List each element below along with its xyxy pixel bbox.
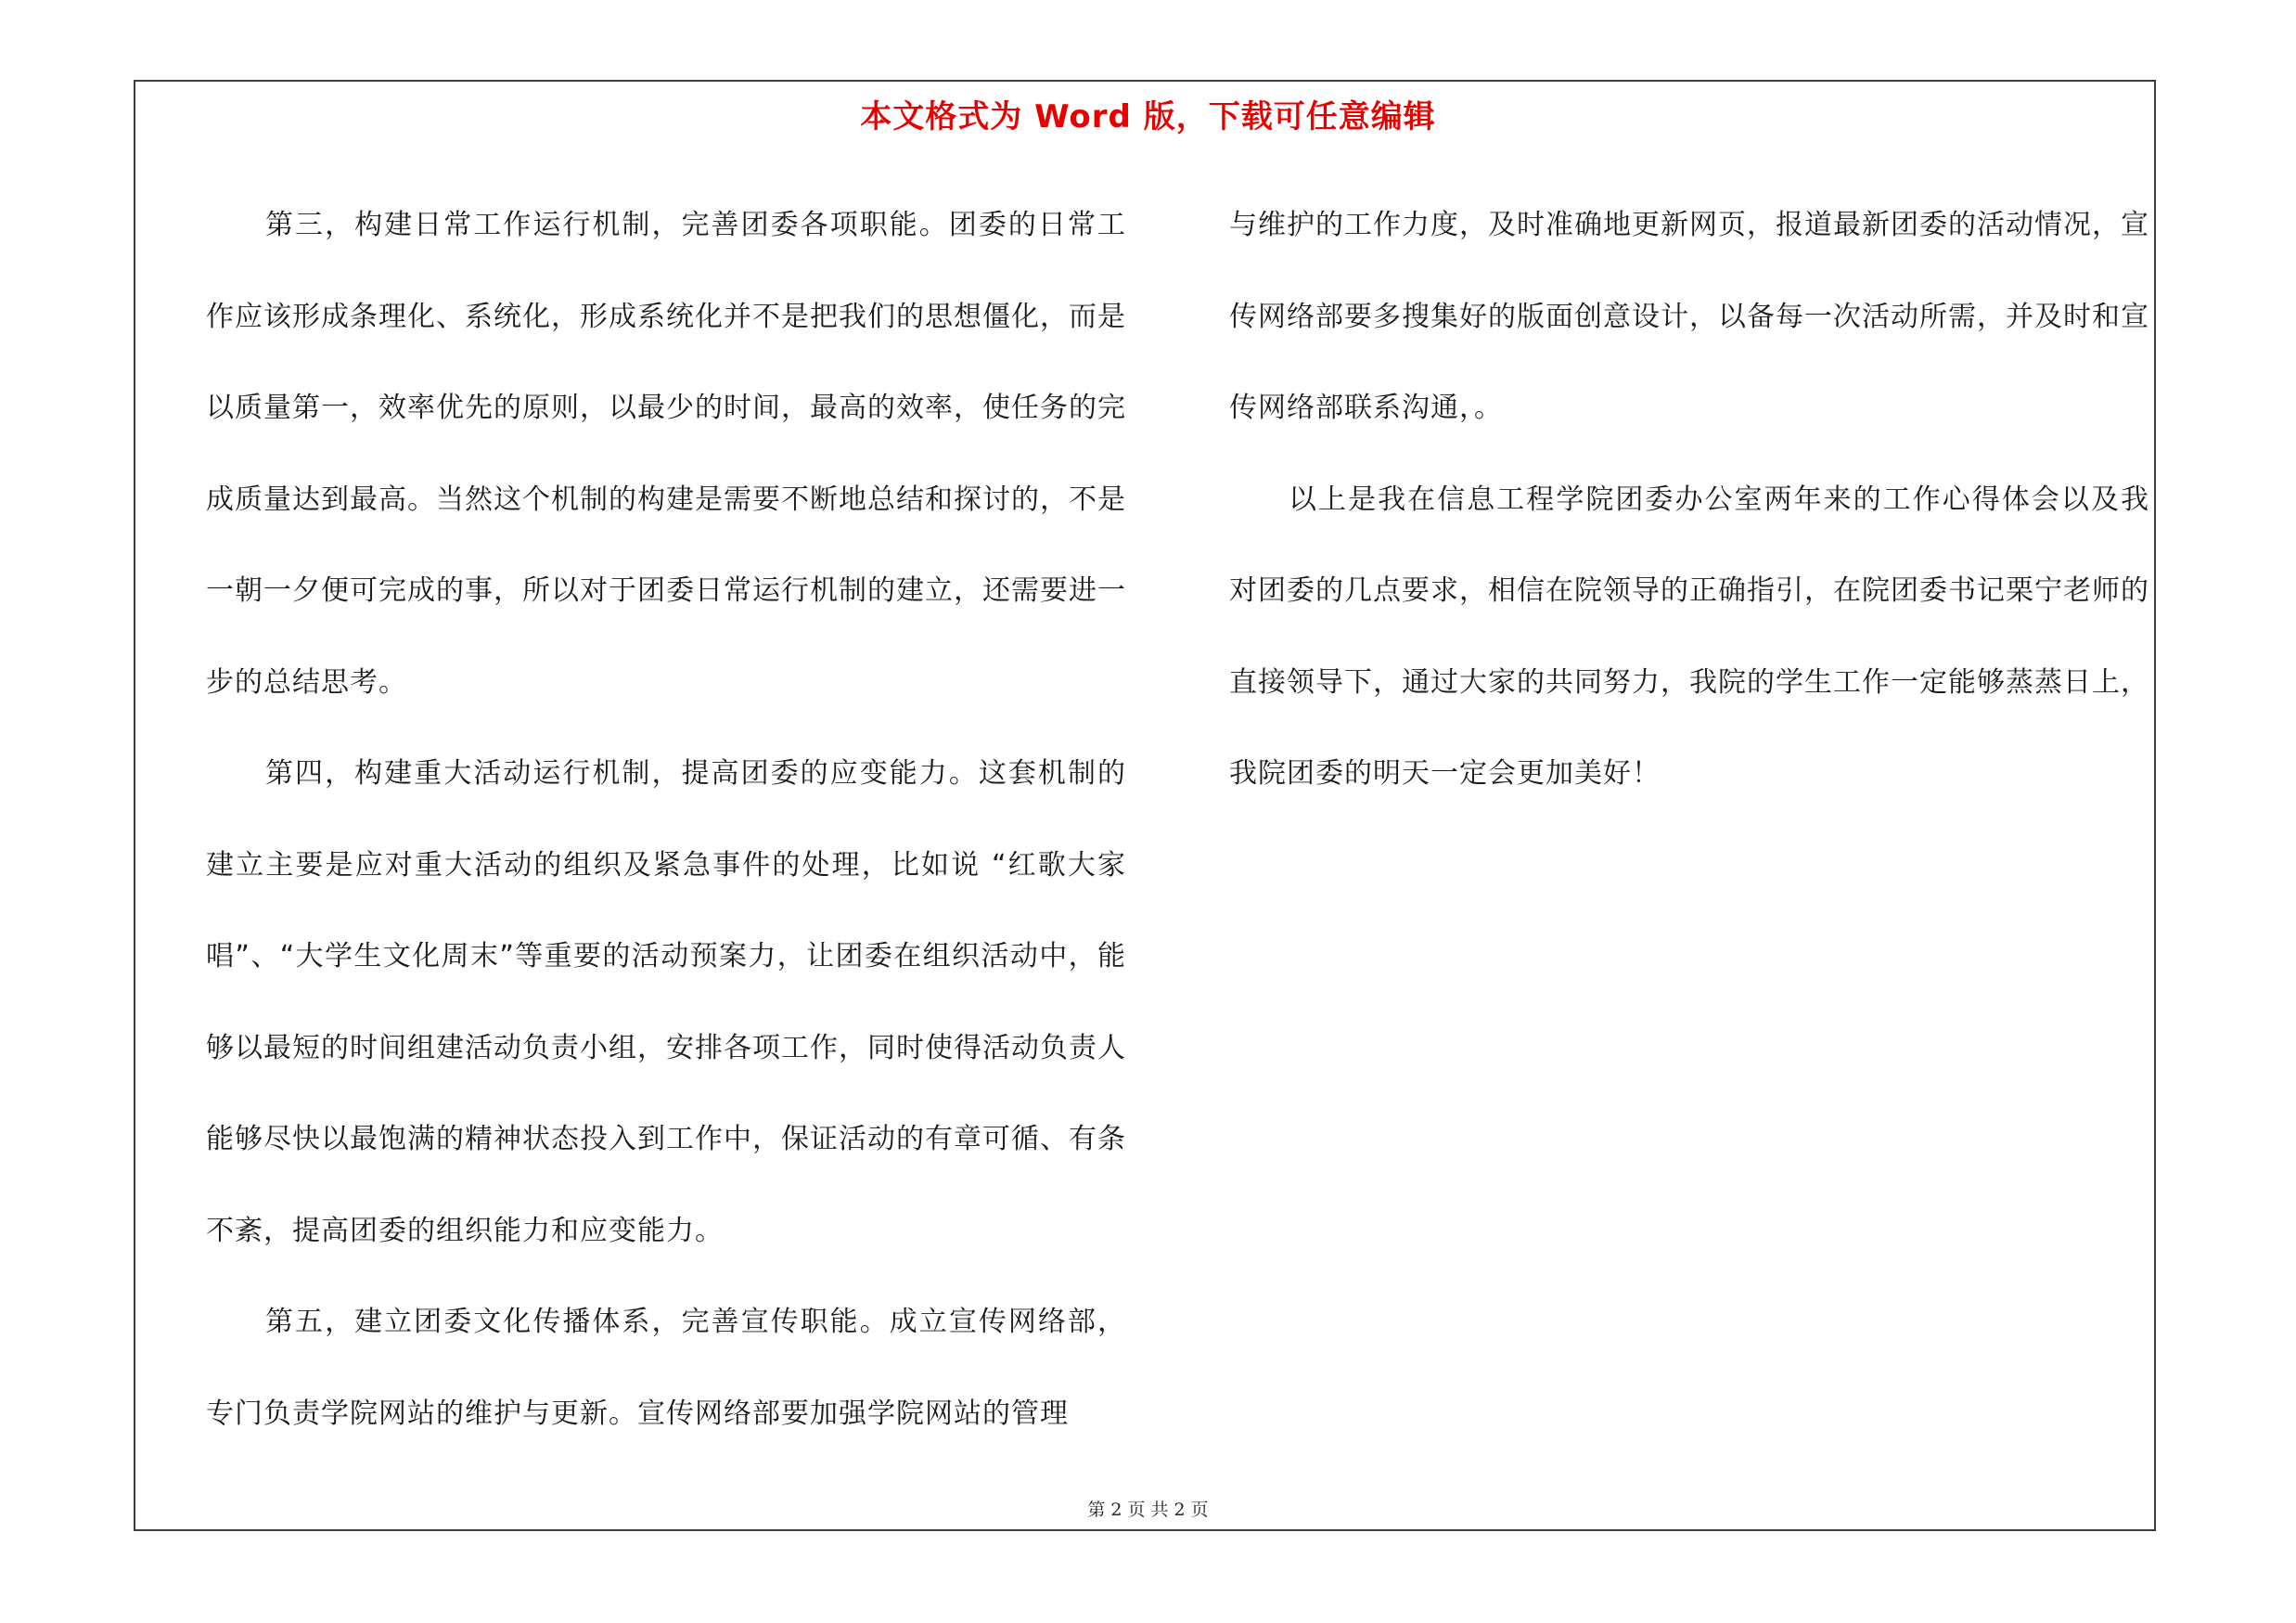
right-text-column [1229,180,2149,820]
editable-notice-banner: 本文格式为 Word 版，下载可任意编辑 [860,98,1436,135]
paragraph-daily-mechanism: 第三，构建日常工作运行机制，完善团委各项职能。团委的日常工作应该形成条理化、系统化，形成系统化并不是把我们的思想僵化，而是以质量第一，效率优先的原则，以最少的时间，最高的效率，使任务的完成质量达到最高。当然这个机制的构建是需要不断地总结和探讨的，不是一朝一夕便可完成的事，所以对于团委日常运行机制的建立，还需要进一步的总结思考。 [206,209,1126,699]
paragraph-culture-dissemination: 第五，建立团委文化传播体系，完善宣传职能。成立宣传网络部，专门负责学院网站的维护与更新。宣传网络部要加强学院网站的管理 [206,1306,1126,1430]
left-text-column [206,180,1126,1460]
paragraph-continuation: 与维护的工作力度，及时准确地更新网页，报道最新团委的活动情况，宣传网络部要多搜集好的版面创意设计，以备每一次活动所需，并及时和宣传网络部联系沟通，。 [1229,209,2149,424]
paragraph-conclusion: 以上是我在信息工程学院团委办公室两年来的工作心得体会以及我对团委的几点要求，相信在院领导的正确指引，在院团委书记栗宁老师的直接领导下，通过大家的共同努力，我院的学生工作一定能够蒸蒸日上，我院团委的明天一定会更加美好！ [1229,483,2149,790]
paragraph-major-activity-mechanism: 第四，构建重大活动运行机制，提高团委的应变能力。这套机制的建立主要是应对重大活动的组织及紧急事件的处理，比如说 “红歌大家唱”、“大学生文化周末”等重要的活动预案力，让团委在组织活动中，能够以最短的时间组建活动负责小组，安排各项工作，同时使得活动负责人能够尽快以最饱满的精神状态投入到工作中，保证活动的有章可循、有条不紊，提高团委的组织能力和应变能力。 [206,757,1126,1247]
page-number: 第 2 页 共 2 页 [1087,1500,1209,1520]
